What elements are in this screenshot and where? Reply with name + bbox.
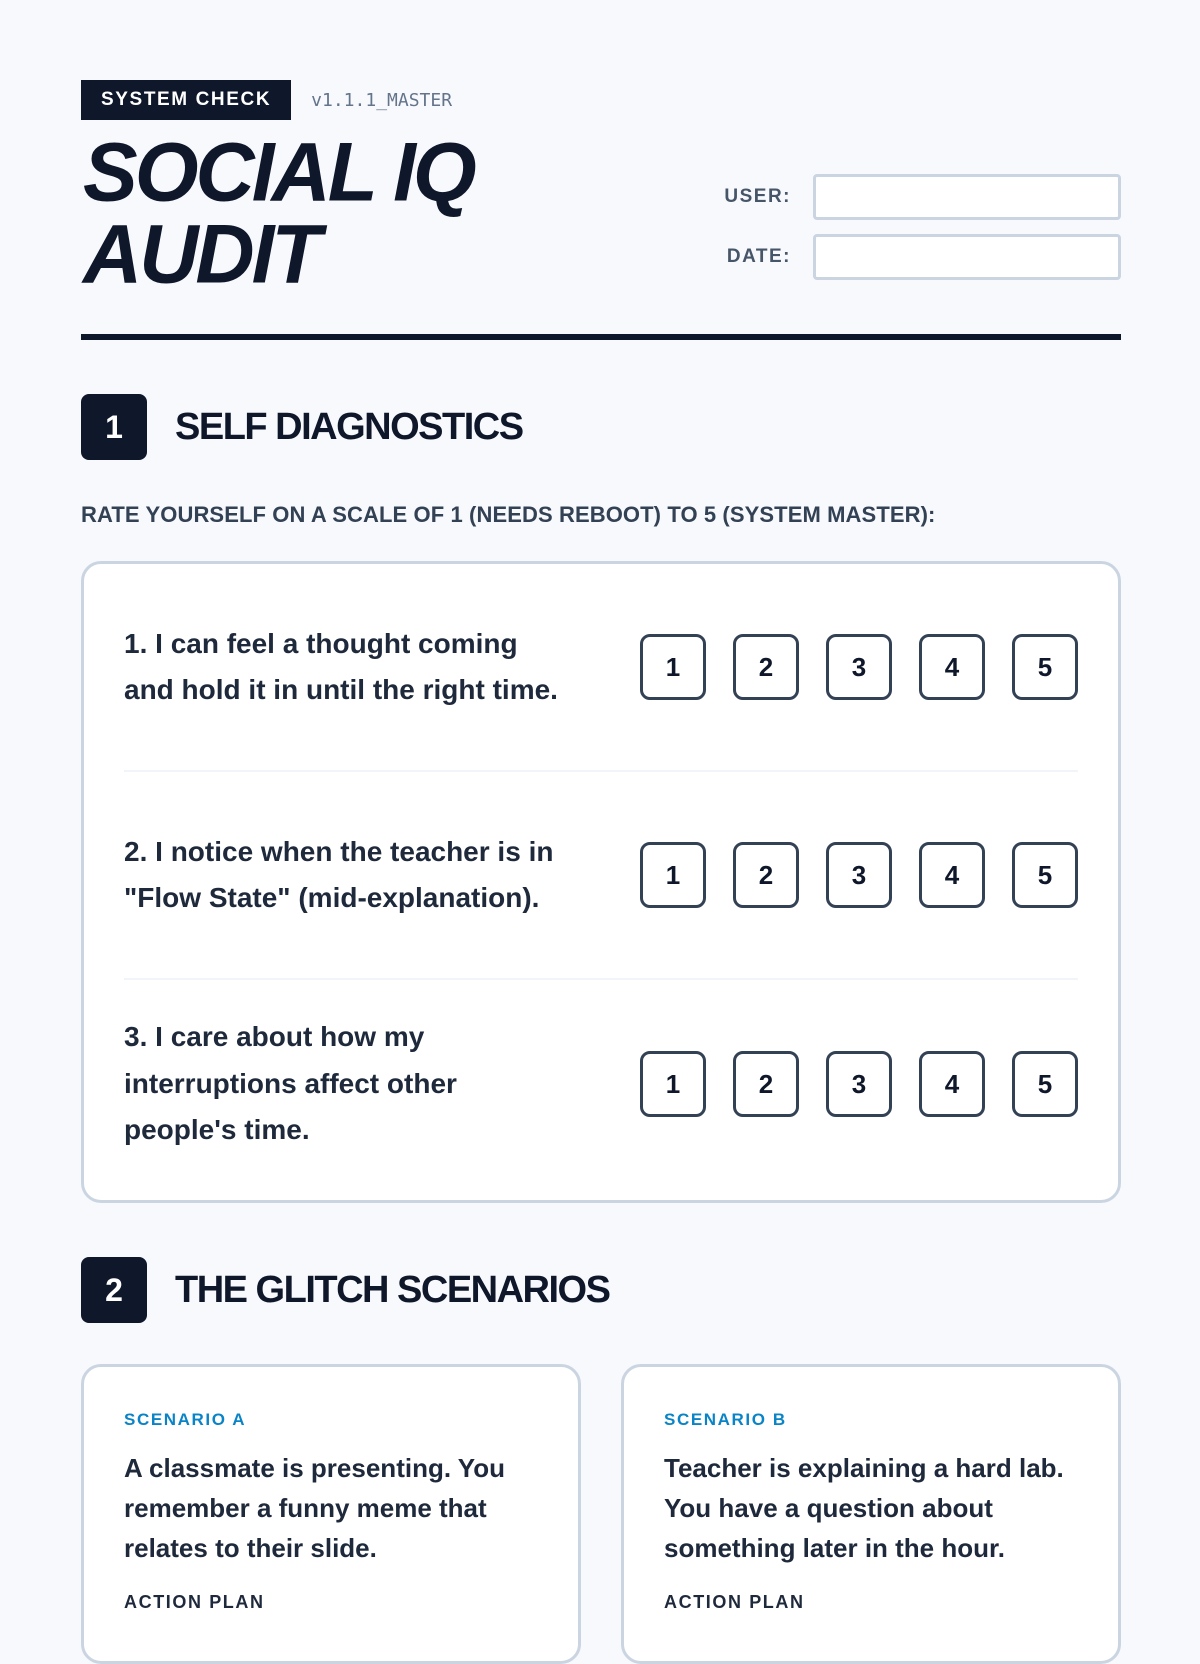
rating-option-2[interactable]: 2 xyxy=(733,842,799,908)
section-2-header xyxy=(81,1257,609,1323)
rating-instructions: RATE YOURSELF ON A SCALE OF 1 (NEEDS REBOOT) TO 5 (SYSTEM MASTER): xyxy=(81,502,936,527)
action-plan-label: ACTION PLAN xyxy=(124,1592,265,1612)
scenario-label: SCENARIO B xyxy=(664,1410,787,1429)
rating-option-1[interactable]: 1 xyxy=(640,1051,706,1117)
user-field[interactable] xyxy=(813,174,1121,220)
rating-option-4[interactable]: 4 xyxy=(919,634,985,700)
date-field-row xyxy=(701,234,1121,280)
section-1-header xyxy=(81,394,523,460)
date-field[interactable] xyxy=(813,234,1121,280)
header-tag-row xyxy=(81,80,452,120)
rating-row xyxy=(124,772,1078,980)
rating-statement-2: 2. I notice when the teacher is in "Flow State" (mid-explanation). xyxy=(124,835,554,913)
scenario-text: Teacher is explaining a hard lab. You have a question about something later in the hour. xyxy=(664,1453,1064,1563)
action-plan-label: ACTION PLAN xyxy=(664,1592,805,1612)
scenario-text: A classmate is presenting. You remember a funny meme that relates to their slide. xyxy=(124,1453,505,1563)
rating-scale-1 xyxy=(640,634,1078,700)
rating-option-5[interactable]: 5 xyxy=(1012,1051,1078,1117)
scenario-card-b xyxy=(621,1364,1121,1664)
rating-scale-2 xyxy=(640,842,1078,908)
section-2-title: THE GLITCH SCENARIOS xyxy=(175,1268,610,1311)
rating-option-1[interactable]: 1 xyxy=(640,634,706,700)
rating-option-3[interactable]: 3 xyxy=(826,634,892,700)
section-1-number-badge: 1 xyxy=(81,394,147,460)
page-title xyxy=(83,126,474,301)
rating-option-2[interactable]: 2 xyxy=(733,634,799,700)
rating-option-2[interactable]: 2 xyxy=(733,1051,799,1117)
rating-row xyxy=(124,980,1078,1188)
rating-statement-3: 3. I care about how my interruptions affect other people's time. xyxy=(124,1021,457,1146)
scenario-grid xyxy=(81,1364,1121,1664)
rating-statement-1: 1. I can feel a thought coming and hold it in until the right time. xyxy=(124,627,558,705)
rating-row xyxy=(124,564,1078,772)
user-field-row xyxy=(701,174,1121,220)
self-diagnostics-card xyxy=(81,561,1121,1203)
page-title-line-2: AUDIT xyxy=(83,207,319,301)
rating-option-5[interactable]: 5 xyxy=(1012,634,1078,700)
rating-option-4[interactable]: 4 xyxy=(919,842,985,908)
date-label: DATE: xyxy=(726,246,791,267)
scenario-card-a xyxy=(81,1364,581,1664)
page-title-line-1: SOCIAL IQ xyxy=(83,126,474,220)
rating-option-5[interactable]: 5 xyxy=(1012,842,1078,908)
header-fields xyxy=(701,174,1121,294)
rating-option-4[interactable]: 4 xyxy=(919,1051,985,1117)
rating-option-3[interactable]: 3 xyxy=(826,842,892,908)
rating-option-3[interactable]: 3 xyxy=(826,1051,892,1117)
header-divider xyxy=(81,334,1121,340)
user-label: USER: xyxy=(724,186,791,207)
scenario-label: SCENARIO A xyxy=(124,1410,247,1429)
system-check-tag: SYSTEM CHECK xyxy=(81,80,291,120)
version-label: v1.1.1_MASTER xyxy=(311,89,453,111)
rating-option-1[interactable]: 1 xyxy=(640,842,706,908)
section-2-number-badge: 2 xyxy=(81,1257,147,1323)
section-1-title: SELF DIAGNOSTICS xyxy=(175,405,523,448)
rating-scale-3 xyxy=(640,1051,1078,1117)
